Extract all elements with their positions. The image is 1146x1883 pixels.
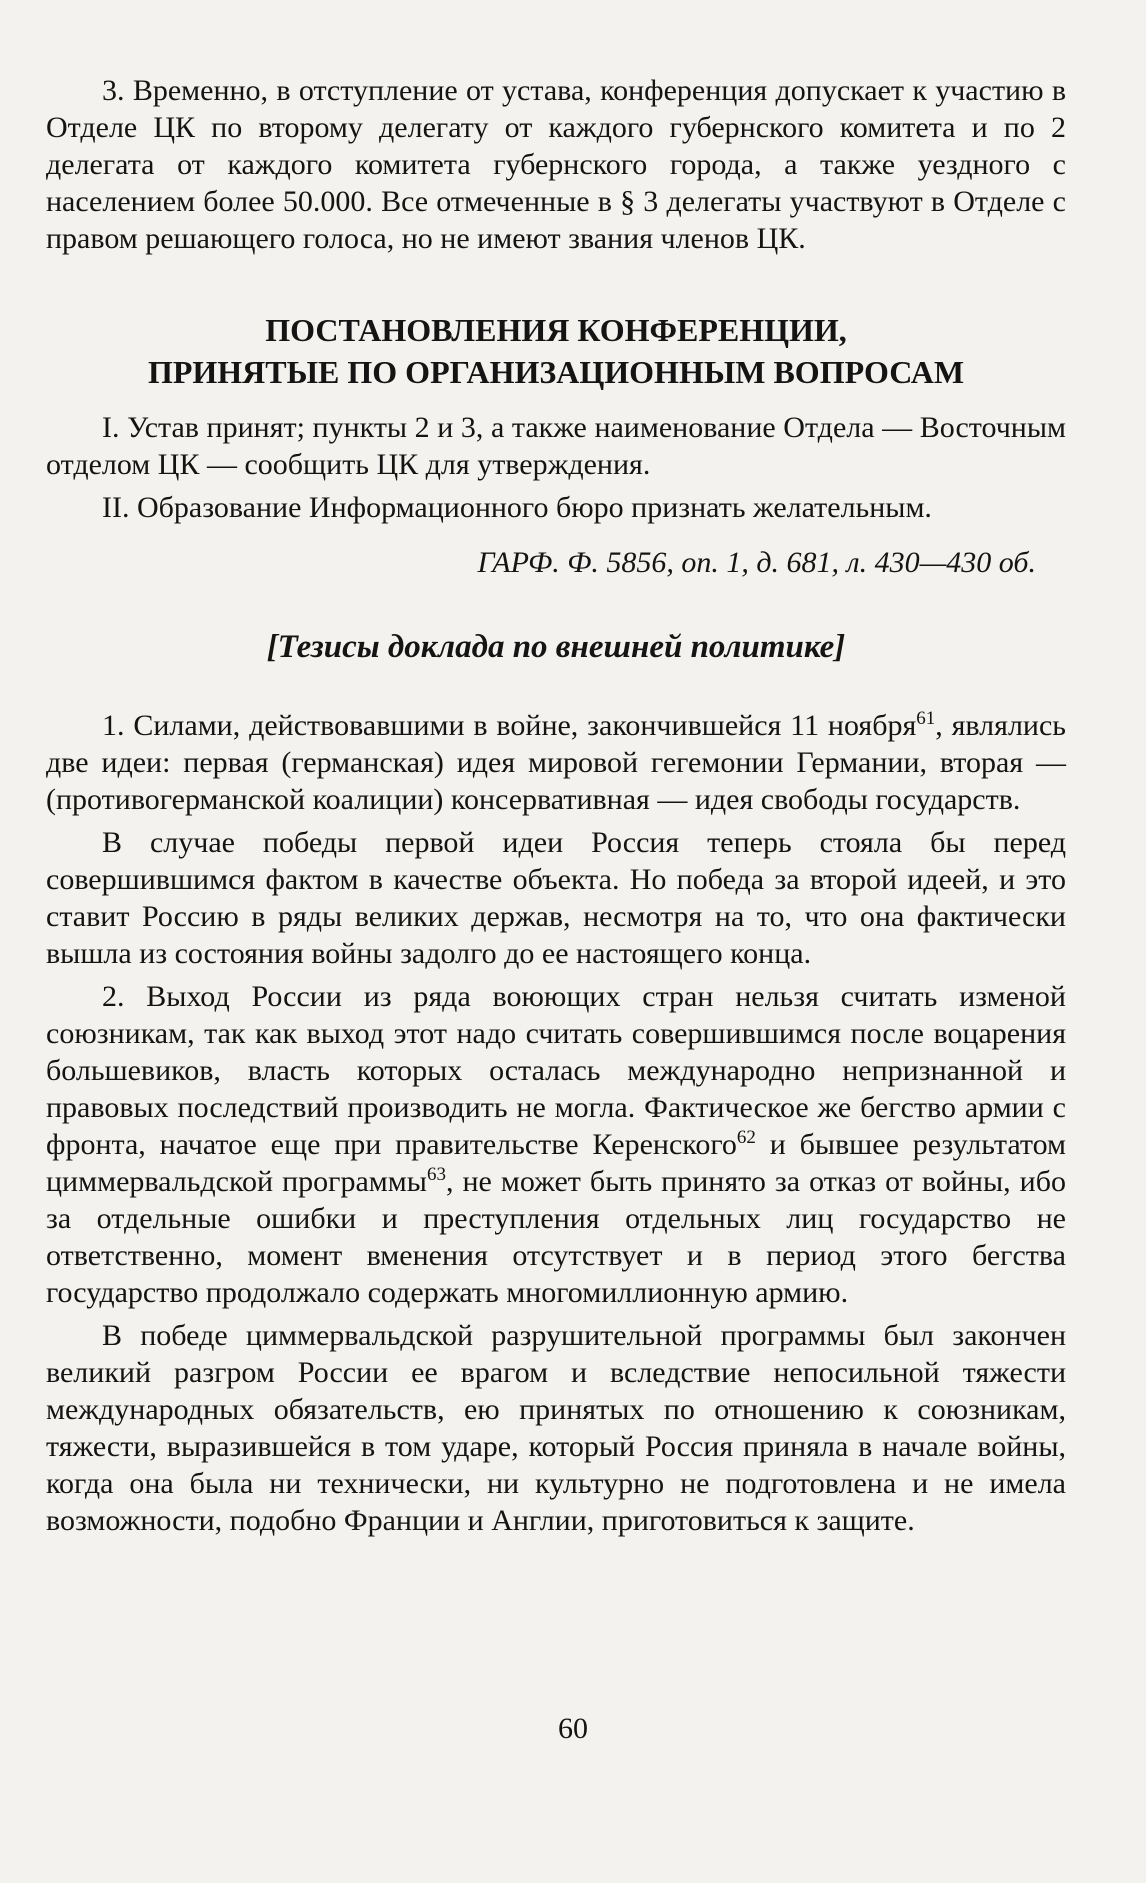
theses-p3-start: 2. Выход России из ряда воюющих стран нельзя считать изменой союзникам, так как выход этот надо считать совершившимся после воцарения большевиков, власть которых осталась международно непризнанной и правовых последствий производить не могла. Фактическое же бегство армии с фронта, начатое еще при правительстве Керенского (46, 980, 1066, 1161)
theses-paragraph-4: В победе циммервальдской разрушительной программы был закончен великий разгром России ее врагом и вследствие непосильной тяжести международных обязательств, ею принятых по отношению к союзникам, тяжести, выразившейся в том ударе, который Россия приняла в начале войны, когда она была ни технически, ни культурно не подготовлена и не имела возможности, подобно Франции и Англии, приготовиться к защите. (46, 1319, 1066, 1537)
footnote-ref-61: 61 (916, 708, 936, 729)
resolutions-heading-line1: ПОСТАНОВЛЕНИЯ КОНФЕРЕНЦИИ, (265, 312, 847, 348)
resolution-item-1: I. Устав принят; пункты 2 и 3, а также наименование Отдела — Восточным отделом ЦК — сообщить ЦК для утверждения. (46, 411, 1066, 481)
theses-p1-start: 1. Силами, действовавшими в войне, закончившейся 11 ноября (102, 709, 917, 742)
theses-paragraph-3 (46, 978, 1066, 1311)
intro-paragraph: 3. Временно, в отступление от устава, конференция допускает к участию в Отделе ЦК по второму делегату от каждого губернского комитета и по 2 делегата от каждого комитета губернского города, а также уездного с населением более 50.000. Все отмеченные в § 3 делегаты участвуют в Отделе с правом решающего голоса, но не имеют звания членов ЦК. (46, 74, 1066, 255)
resolution-item-2: II. Образование Информационного бюро признать желательным. (102, 491, 932, 524)
theses-paragraph-1 (46, 707, 1066, 818)
page-number: 60 (558, 1712, 588, 1745)
theses-heading: [Тезисы доклада по внешней политике] (266, 629, 846, 665)
archive-source: ГАРФ. Ф. 5856, оп. 1, д. 681, л. 430—430 об. (477, 546, 1036, 579)
theses-p3-end: , не может быть принято за отказ от войны, ибо за отдельные ошибки и преступления отдельных лиц государство не ответственно, момент вменения отсутствует и в период этого бегства государство продолжало содержать многомиллионную армию. (46, 1165, 1066, 1309)
resolutions-heading-line2: ПРИНЯТЫЕ ПО ОРГАНИЗАЦИОННЫМ ВОПРОСАМ (147, 354, 965, 390)
footnote-ref-62: 62 (736, 1127, 756, 1148)
text-column (46, 72, 1066, 1539)
footnote-ref-63: 63 (426, 1164, 446, 1185)
theses-paragraph-2: В случае победы первой идеи Россия теперь стояла бы перед совершившимся фактом в качестве объекта. Но победа за второй идеей, и это ставит Россию в ряды великих держав, несмотря на то, что она фактически вышла из состояния войны задолго до ее настоящего конца. (46, 826, 1066, 970)
theses-p3-middle: и бывшее результатом циммервальдской программы (46, 1128, 1066, 1198)
theses-p1-end: , являлись две идеи: первая (германская) идея мировой гегемонии Германии, вторая — (противогерманской коалиции) консервативная — идея свободы государств. (46, 709, 1066, 816)
